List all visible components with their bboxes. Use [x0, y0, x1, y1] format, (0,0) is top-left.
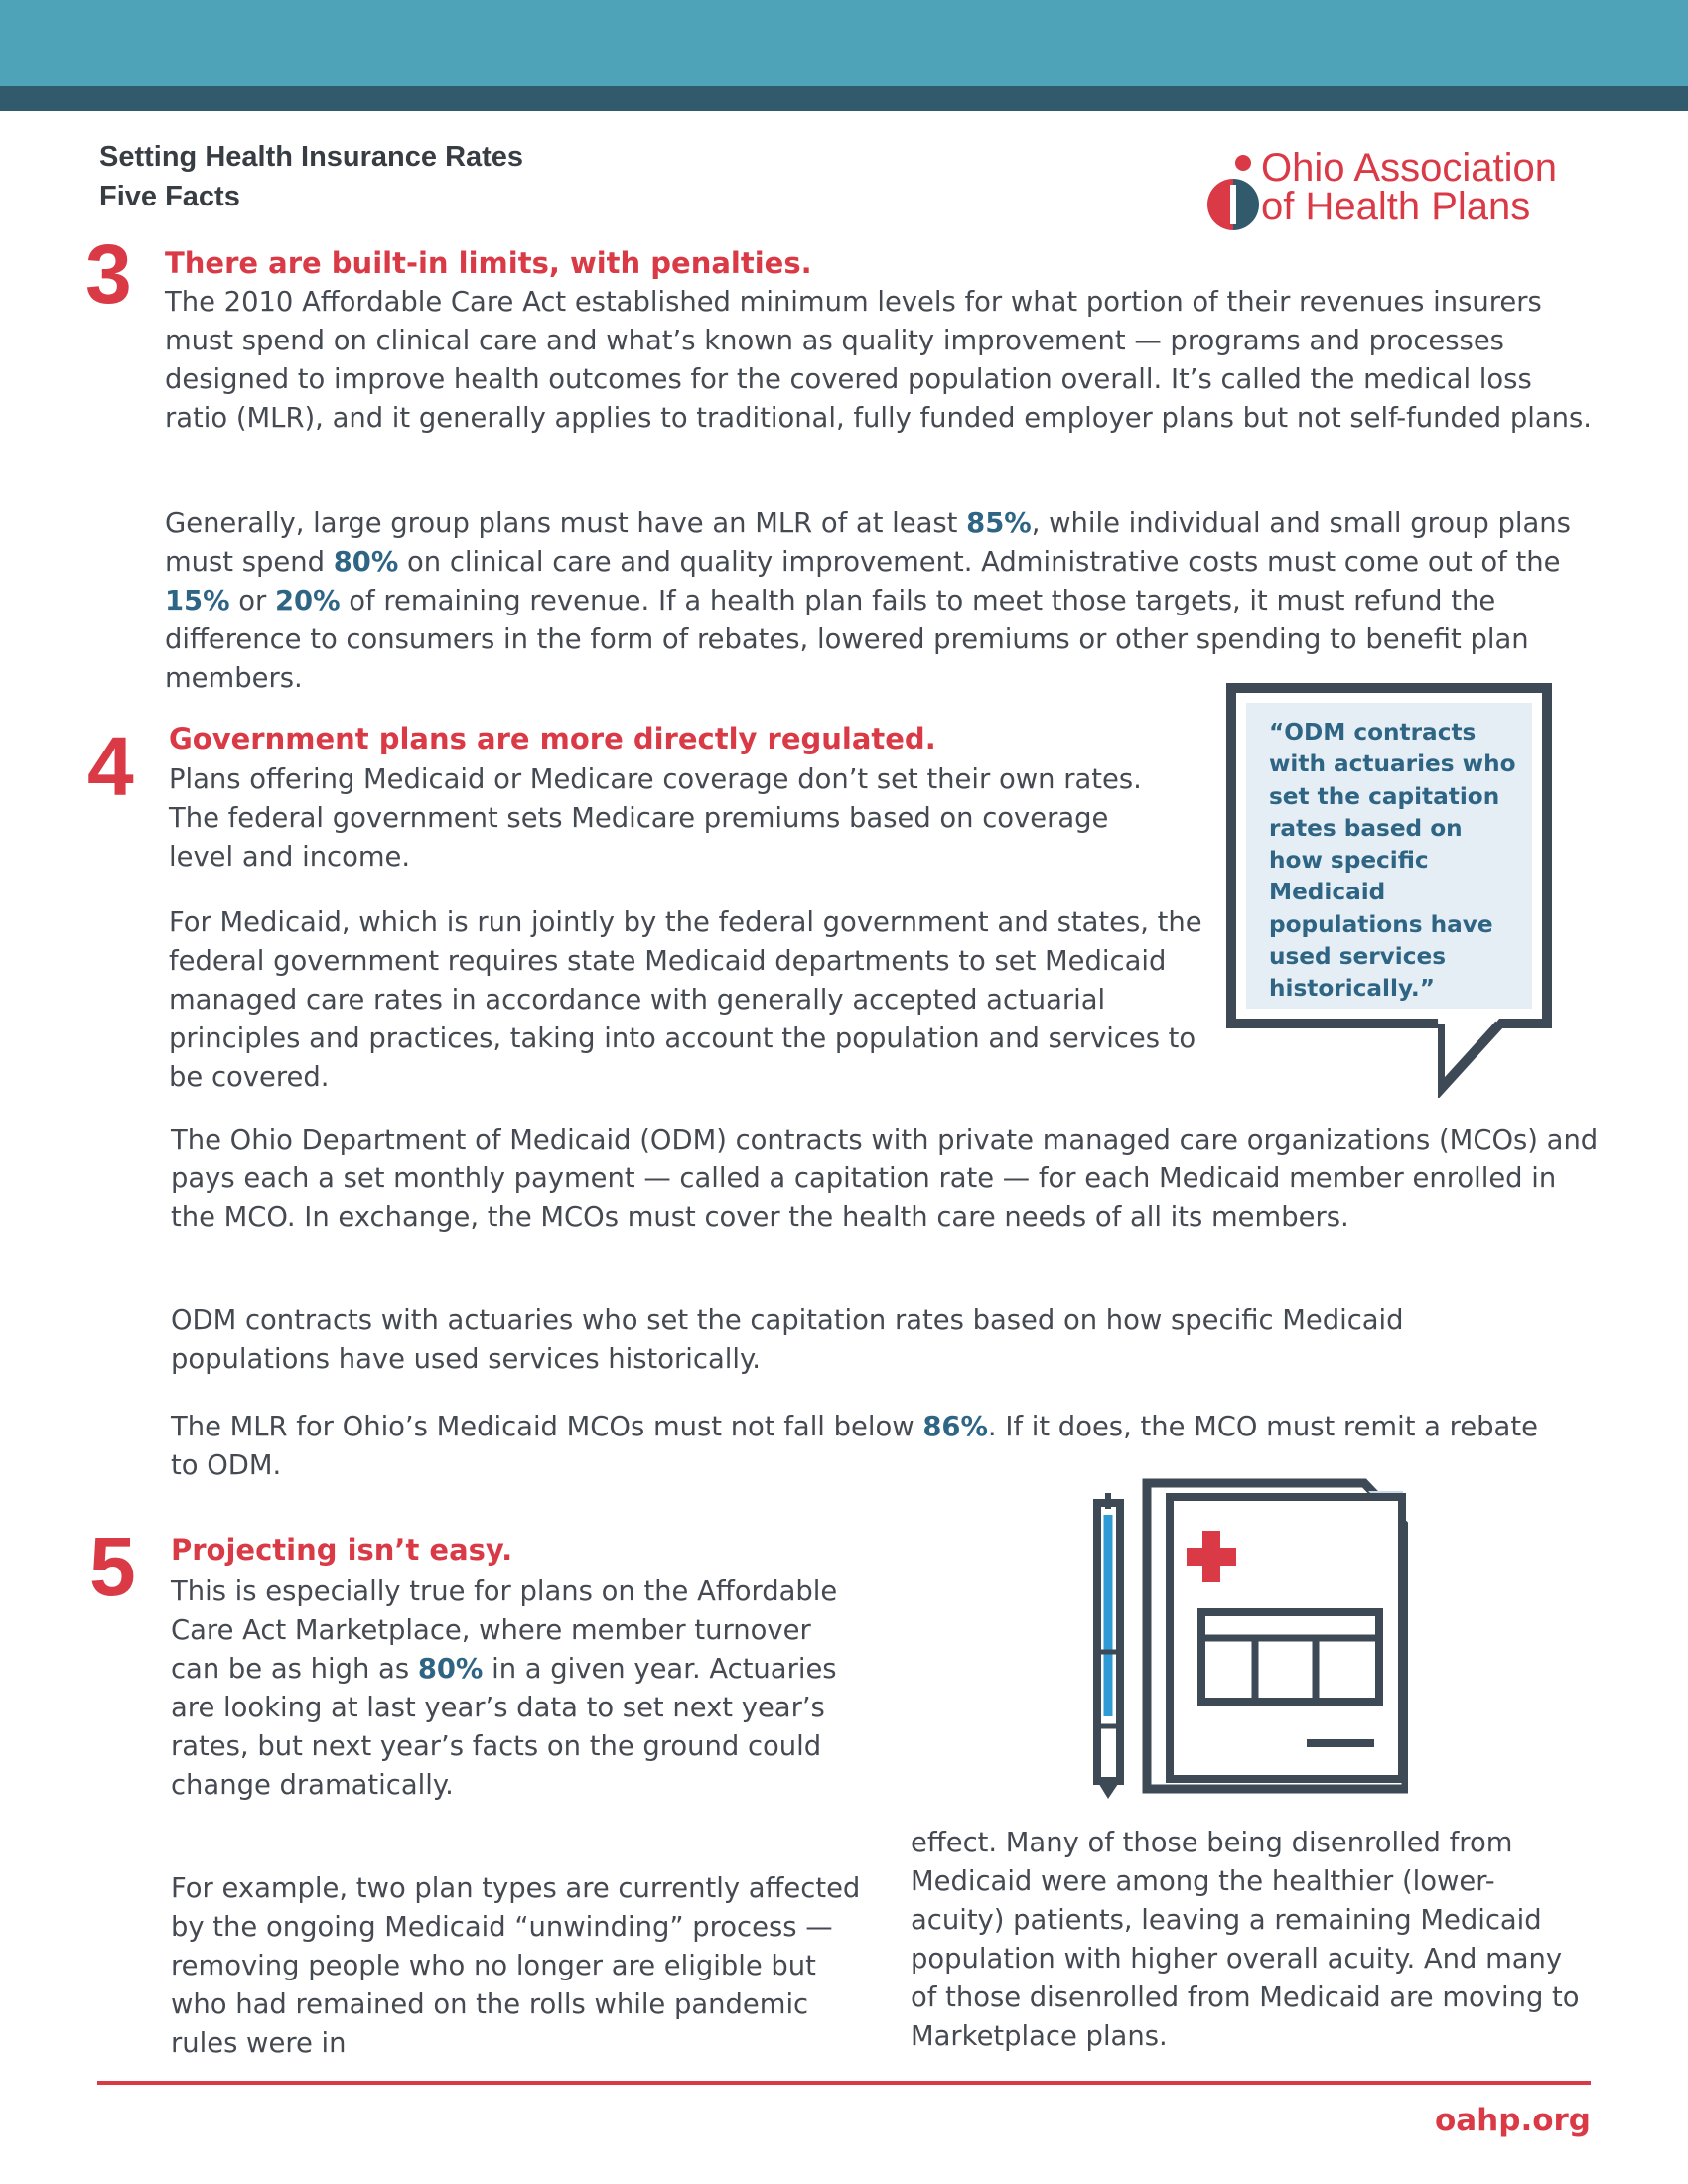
- section-4-paragraph-4: ODM contracts with actuaries who set the capitation rates based on how specific Medicaid populations have used services historically.: [171, 1305, 1404, 1375]
- logo-text: [1261, 146, 1557, 228]
- logo-text-line1: Ohio Association: [1261, 146, 1557, 190]
- document-title-line1: Setting Health Insurance Rates: [99, 141, 524, 173]
- stat-80-percent-turnover: 80%: [417, 1654, 484, 1685]
- logo-mark-icon: [1199, 151, 1259, 230]
- stat-15-percent: 15%: [165, 586, 230, 616]
- section-5-number: 5: [89, 1520, 136, 1613]
- section-3-paragraph-2: Generally, large group plans must have an MLR of at least 85%, while individual and small group plans must spend 80% on clinical care and quality improvement. Administrative costs must come out of the 15% or 20% of remaining revenue. If a health plan fails to meet those targets, it must refund the difference to consumers in the form of rebates, lowered premiums or other spending to benefit plan members.: [165, 508, 1571, 694]
- section-4-paragraph-2: For Medicaid, which is run jointly by the federal government and states, the federal government requires state Medicaid departments to set Medicaid managed care rates in accordance with generally accepted actuarial principles and practices, taking into account the population and services to be covered.: [169, 907, 1202, 1093]
- section-4-number: 4: [87, 720, 134, 813]
- pull-quote-tail: [1438, 1019, 1507, 1098]
- organization-logo: [1199, 146, 1597, 230]
- section-3-number: 3: [85, 227, 132, 321]
- section-5-paragraph-2: For example, two plan types are currently affected by the ongoing Medicaid “unwinding” process — removing people who no longer are eligible but who had remained on the rolls while pandemic rules were in: [171, 1873, 861, 2059]
- stat-85-percent: 85%: [966, 508, 1032, 539]
- section-5-heading: Projecting isn’t easy.: [171, 1533, 513, 1567]
- section-5-paragraph-1: This is especially true for plans on the Affordable Care Act Marketplace, where member turnover can be as high as 80% in a given year. Actuaries are looking at last year’s data to set next year’s rates, but next year’s facts on the ground could change dramatically.: [171, 1576, 838, 1801]
- document-title: [99, 137, 523, 216]
- logo-text-line2: of Health Plans: [1261, 185, 1531, 228]
- section-4-paragraph-1: Plans offering Medicaid or Medicare coverage don’t set their own rates. The federal government sets Medicare premiums based on coverage level and income.: [169, 764, 1142, 873]
- header-band: [0, 0, 1688, 86]
- stat-20-percent: 20%: [275, 586, 341, 616]
- stat-86-percent: 86%: [922, 1412, 988, 1442]
- section-5-paragraph-3: effect. Many of those being disenrolled from Medicaid were among the healthier (lower-acuity) patients, leaving a remaining Medicaid population with higher overall acuity. And many of those disenrolled from Medicaid are moving to Marketplace plans.: [911, 1828, 1580, 2052]
- section-3-heading: There are built-in limits, with penalties.: [165, 246, 812, 280]
- section-3-paragraph-1: The 2010 Affordable Care Act established minimum levels for what portion of their revenues insurers must spend on clinical care and what’s known as quality improvement — programs and processes designed to improve health outcomes for the covered population overall. It’s called the medical loss ratio (MLR), and it generally applies to traditional, fully funded employer plans but not self-funded plans.: [165, 287, 1592, 434]
- section-4-paragraph-3: The Ohio Department of Medicaid (ODM) contracts with private managed care organizations (MCOs) and pays each a set monthly payment — called a capitation rate — for each Medicaid member enrolled in the MCO. In exchange, the MCOs must cover the health care needs of all its members.: [171, 1125, 1599, 1233]
- stat-80-percent: 80%: [333, 547, 399, 578]
- pull-quote-text: “ODM contracts with actuaries who set the capitation rates based on how specific Medicaid populations have used services historically.”: [1269, 719, 1516, 1003]
- section-4-paragraph-5: The MLR for Ohio’s Medicaid MCOs must not fall below 86%. If it does, the MCO must remit a rebate to ODM.: [171, 1412, 1538, 1481]
- pull-quote-box: [1226, 683, 1552, 1028]
- section-4-heading: Government plans are more directly regulated.: [169, 722, 936, 755]
- pen-icon: [1097, 1493, 1120, 1799]
- footer-rule: [97, 2081, 1591, 2085]
- header-stripe: [0, 86, 1688, 111]
- footer-website-link[interactable]: oahp.org: [1434, 2103, 1591, 2138]
- pull-quote-background: [1246, 703, 1532, 1009]
- document-title-line2: Five Facts: [99, 181, 240, 212]
- medical-document-icon: [1080, 1473, 1408, 1801]
